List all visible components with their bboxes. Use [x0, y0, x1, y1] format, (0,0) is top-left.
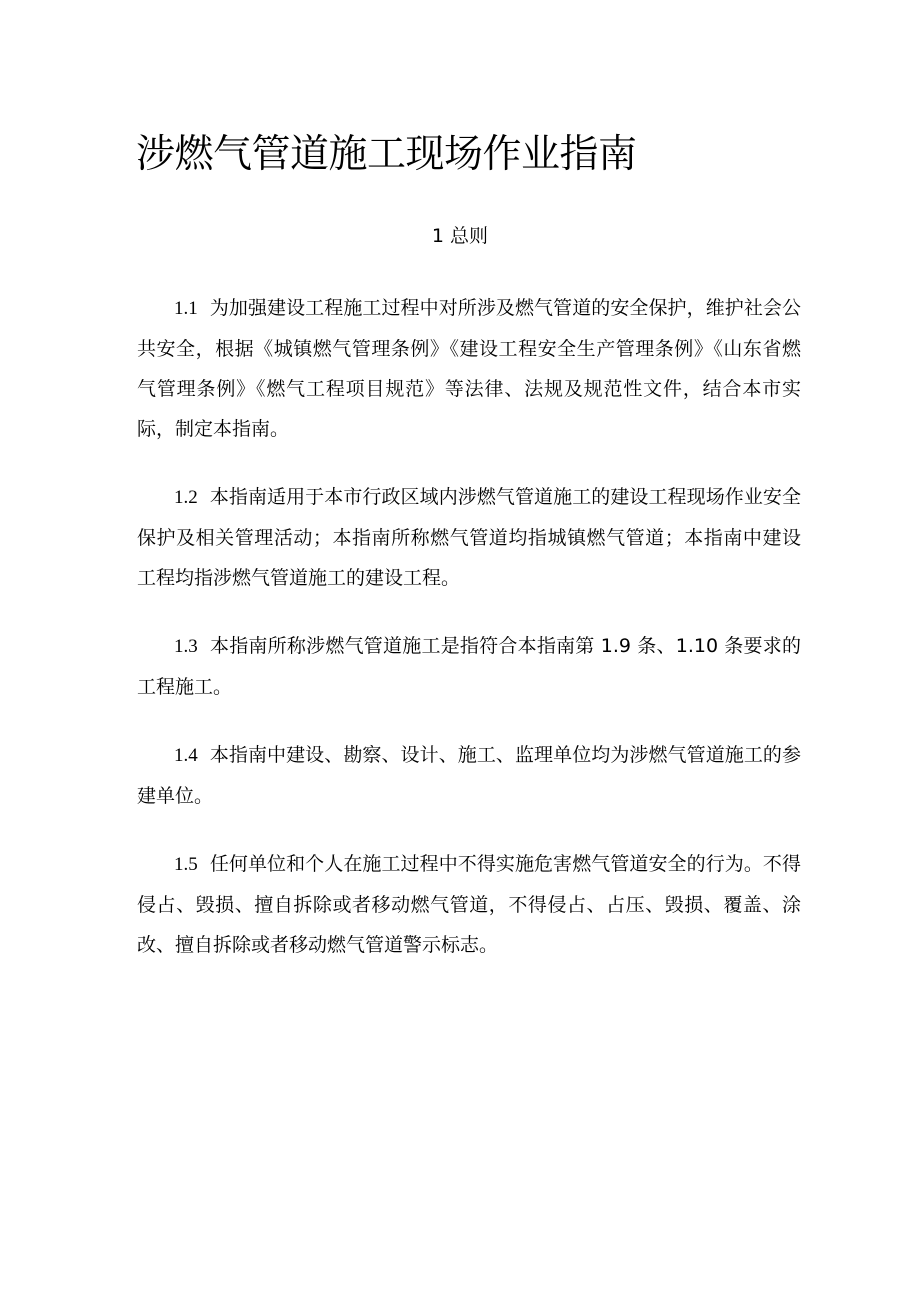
paragraph-number: 1.5 — [174, 854, 198, 875]
paragraph-number: 1.1 — [174, 298, 198, 319]
document-title: 涉燃气管道施工现场作业指南 — [136, 132, 637, 177]
paragraph-1-4 — [137, 735, 801, 816]
paragraph-text: 为加强建设工程施工过程中对所涉及燃气管道的安全保护，维护社会公共安全，根据《城镇燃气管理条例》《建设工程安全生产管理条例》《山东省燃气管理条例》《燃气工程项目规范》等法律、法规及规范性文件，结合本市实际，制定本指南。 — [137, 297, 801, 440]
section-heading: 1 总则 — [431, 225, 489, 247]
paragraph-text: 本指南适用于本市行政区域内涉燃气管道施工的建设工程现场作业安全保护及相关管理活动；本指南所称燃气管道均指城镇燃气管道；本指南中建设工程均指涉燃气管道施工的建设工程。 — [137, 486, 801, 589]
paragraph-number: 1.4 — [174, 745, 198, 766]
paragraph-text: 本指南所称涉燃气管道施工是指符合本指南第 1.9 条、1.10 条要求的工程施工。 — [137, 635, 801, 698]
document-body — [137, 288, 801, 993]
paragraph-number: 1.3 — [174, 636, 198, 657]
paragraph-number: 1.2 — [174, 487, 198, 508]
paragraph-1-2 — [137, 477, 801, 598]
paragraph-1-1 — [137, 288, 801, 449]
paragraph-text: 本指南中建设、勘察、设计、施工、监理单位均为涉燃气管道施工的参建单位。 — [137, 744, 801, 807]
paragraph-1-5 — [137, 844, 801, 965]
paragraph-1-3 — [137, 626, 801, 707]
paragraph-text: 任何单位和个人在施工过程中不得实施危害燃气管道安全的行为。不得侵占、毁损、擅自拆除或者移动燃气管道，不得侵占、占压、毁损、覆盖、涂改、擅自拆除或者移动燃气管道警示标志。 — [137, 853, 801, 956]
